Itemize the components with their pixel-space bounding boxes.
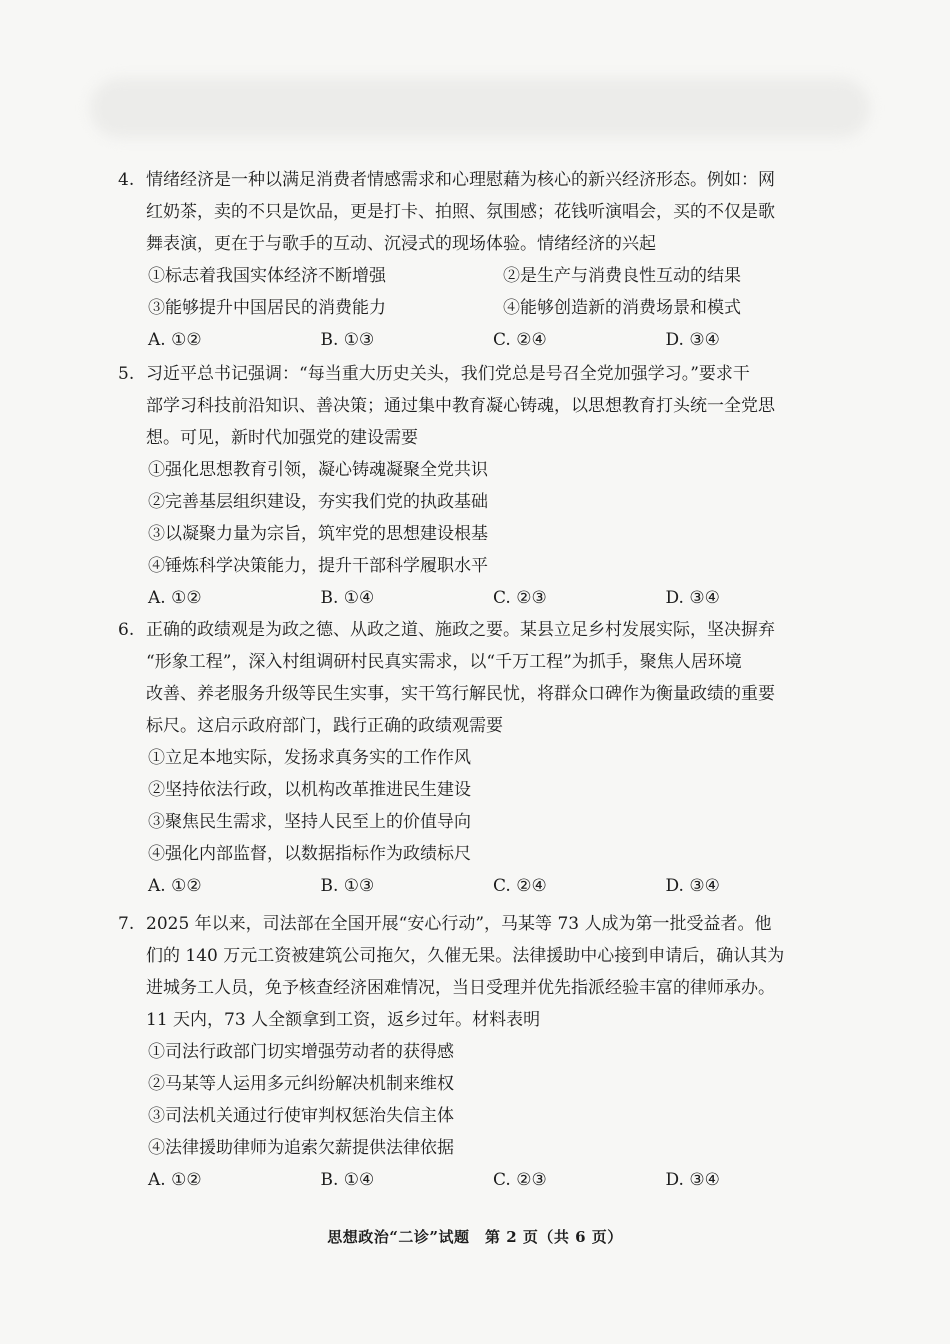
statement-1: ①标志着我国实体经济不断增强	[148, 266, 386, 286]
statement-2: ②坚持依法行政，以机构改革推进民生建设	[148, 780, 471, 800]
question-5	[118, 358, 838, 614]
choice-c: C. ②③	[493, 588, 547, 608]
choice-d: D. ③④	[665, 1170, 720, 1190]
choice-b: B. ①③	[320, 330, 375, 350]
choice-b: B. ①④	[320, 1170, 375, 1190]
statement-row	[118, 260, 838, 292]
choice-a: A. ①②	[148, 876, 202, 896]
question-stem-line: 部学习科技前沿知识、善决策；通过集中教育凝心铸魂，以思想教育打头统一全党思	[146, 396, 775, 416]
statement-2: ②完善基层组织建设，夯实我们党的执政基础	[148, 492, 488, 512]
statement-2: ②是生产与消费良性互动的结果	[503, 266, 741, 286]
question-stem-line: 们的 140 万元工资被建筑公司拖欠，久催无果。法律援助中心接到申请后，确认其为	[146, 946, 785, 966]
statement-1: ①强化思想教育引领，凝心铸魂凝聚全党共识	[148, 460, 488, 480]
choice-a: A. ①②	[148, 330, 202, 350]
question-stem-line: 想。可见，新时代加强党的建设需要	[146, 428, 418, 448]
question-stem-line: 进城务工人员，免予核查经济困难情况，当日受理并优先指派经验丰富的律师承办。	[146, 978, 775, 998]
statement-2: ②马某等人运用多元纠纷解决机制来维权	[148, 1074, 454, 1094]
choice-c: C. ②④	[493, 330, 547, 350]
choice-d: D. ③④	[665, 876, 720, 896]
question-stem-line: 7. 2025 年以来，司法部在全国开展“安心行动”，马某等 73 人成为第一批受益者。他	[118, 908, 838, 940]
question-number: 5.	[118, 364, 135, 384]
statement-row	[118, 292, 838, 324]
question-stem-line: 改善、养老服务升级等民生实事，实干笃行解民忧，将群众口碑作为衡量政绩的重要	[146, 684, 775, 704]
statement-4: ④强化内部监督，以数据指标作为政绩标尺	[148, 844, 471, 864]
choice-b: B. ①④	[320, 588, 375, 608]
statement-3: ③能够提升中国居民的消费能力	[148, 298, 386, 318]
question-stem-line: 标尺。这启示政府部门，践行正确的政绩观需要	[146, 716, 503, 736]
choice-c: C. ②③	[493, 1170, 547, 1190]
choice-a: A. ①②	[148, 1170, 202, 1190]
question-number: 7.	[118, 914, 135, 934]
answer-choices	[118, 870, 838, 902]
question-4	[118, 164, 838, 356]
question-stem-line: 11 天内，73 人全额拿到工资，返乡过年。材料表明	[146, 1010, 541, 1030]
statement-1: ①司法行政部门切实增强劳动者的获得感	[148, 1042, 454, 1062]
question-stem-line: 4. 情绪经济是一种以满足消费者情感需求和心理慰藉为核心的新兴经济形态。例如：网	[118, 164, 838, 196]
question-6	[118, 614, 838, 902]
question-stem-line: 6. 正确的政绩观是为政之德、从政之道、施政之要。某县立足乡村发展实际，坚决摒弃	[118, 614, 838, 646]
choice-c: C. ②④	[493, 876, 547, 896]
statement-1: ①立足本地实际，发扬求真务实的工作作风	[148, 748, 471, 768]
choice-d: D. ③④	[665, 330, 720, 350]
answer-choices	[118, 1164, 838, 1196]
statement-4: ④能够创造新的消费场景和模式	[503, 298, 741, 318]
statement-3: ③聚焦民生需求，坚持人民至上的价值导向	[148, 812, 471, 832]
question-stem-line: 5. 习近平总书记强调：“每当重大历史关头，我们党总是号召全党加强学习。”要求干	[118, 358, 838, 390]
statement-3: ③司法机关通过行使审判权惩治失信主体	[148, 1106, 454, 1126]
question-number: 4.	[118, 170, 135, 190]
choice-d: D. ③④	[665, 588, 720, 608]
answer-choices	[118, 582, 838, 614]
question-7	[118, 908, 838, 1196]
question-stem-line: 红奶茶，卖的不只是饮品，更是打卡、拍照、氛围感；花钱听演唱会，买的不仅是歌	[146, 202, 775, 222]
question-stem-line: “形象工程”，深入村组调研村民真实需求，以“千万工程”为抓手，聚焦人居环境	[146, 652, 742, 672]
statement-4: ④锤炼科学决策能力，提升干部科学履职水平	[148, 556, 488, 576]
question-stem-line: 舞表演，更在于与歌手的互动、沉浸式的现场体验。情绪经济的兴起	[146, 234, 656, 254]
scan-smudge	[90, 78, 870, 138]
statement-3: ③以凝聚力量为宗旨，筑牢党的思想建设根基	[148, 524, 488, 544]
choice-b: B. ①③	[320, 876, 375, 896]
page-footer: 思想政治“二诊”试题 第 2 页（共 6 页）	[327, 1228, 623, 1246]
statement-4: ④法律援助律师为追索欠薪提供法律依据	[148, 1138, 454, 1158]
question-number: 6.	[118, 620, 135, 640]
choice-a: A. ①②	[148, 588, 202, 608]
answer-choices	[118, 324, 838, 356]
